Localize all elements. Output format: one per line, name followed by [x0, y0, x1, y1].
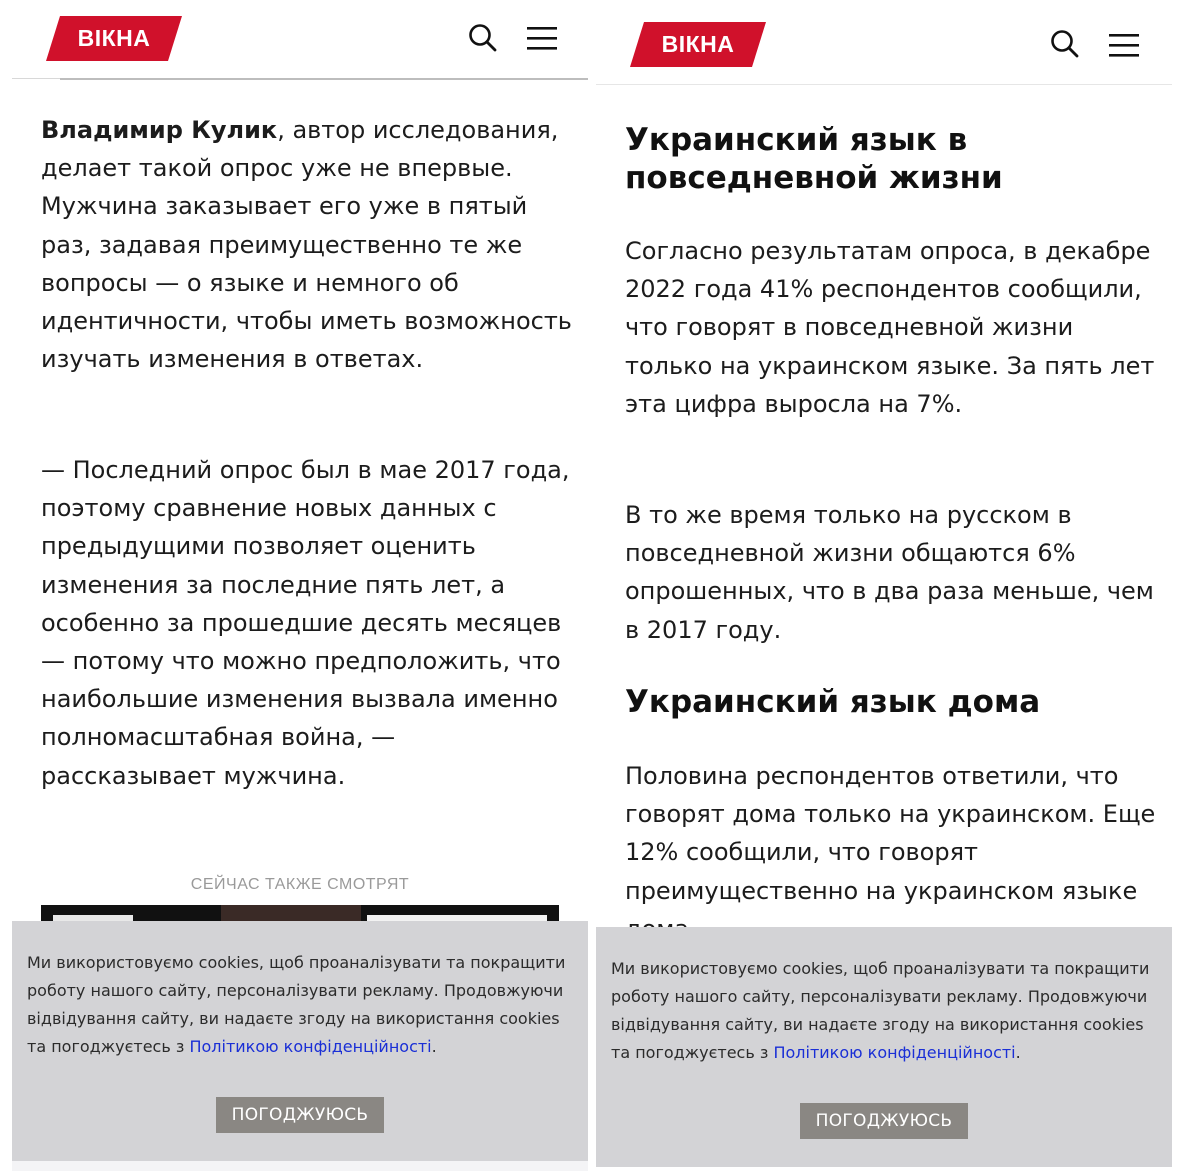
header-divider [60, 78, 588, 80]
cookie-text-end: . [431, 1037, 437, 1056]
site-header [596, 6, 1172, 85]
site-header [12, 0, 588, 79]
section-heading: Украинский язык дома [625, 684, 1041, 720]
right-screen [596, 0, 1172, 1171]
author-name: Владимир Кулик [41, 116, 278, 144]
article-paragraph [625, 496, 1156, 649]
menu-icon [1108, 31, 1140, 59]
cookie-message: Ми використовуємо cookies, щоб проаналізувати та покращити роботу нашого сайту, персоналізувати рекламу. Продовжуючи відвідування сайту, ви надаєте згоду на використання cookies та погоджуєтесь з [27, 953, 566, 1056]
privacy-policy-link[interactable]: Політикою конфіденційності [773, 1043, 1016, 1062]
quote-text: — Последний опрос был в мае 2017 года, поэтому сравнение новых данных с предыдущими позволяет оценить изменения за последние пять лет, а особенно за прошедшие десять месяцев — потому что можно предположить, что наибольшие изменения вызвала именно полномасштабная война, — рассказывает мужчина. [41, 456, 570, 790]
section-heading: Украинский язык в повседневной жизни [625, 122, 1003, 196]
article-paragraph [41, 111, 572, 378]
cookie-text-end: . [1015, 1043, 1021, 1062]
menu-button[interactable] [526, 24, 558, 52]
paragraph-text: В то же время только на русском в повседневной жизни общаются 6% опрошенных, что в два раза меньше, чем в 2017 году. [625, 501, 1154, 644]
paragraph-text: Согласно результатам опроса, в декабре 2022 года 41% респондентов сообщили, что говорят в повседневной жизни только на украинском языке. За пять лет эта цифра выросла на 7%. [625, 237, 1155, 418]
cookie-text [611, 955, 1152, 1067]
article-quote [41, 451, 572, 795]
article-paragraph [625, 232, 1156, 423]
cookie-banner [12, 921, 588, 1161]
article-paragraph [625, 757, 1156, 948]
logo-text: ВІКНА [661, 31, 735, 57]
menu-button[interactable] [1108, 31, 1140, 59]
cookie-text [27, 949, 568, 1061]
cookie-banner [596, 927, 1172, 1167]
menu-icon [526, 24, 558, 52]
search-icon [1050, 29, 1080, 59]
agree-button[interactable]: ПОГОДЖУЮСЬ [216, 1097, 384, 1133]
also-watch-label: СЕЙЧАС ТАКЖЕ СМОТРЯТ [190, 876, 410, 893]
agree-button[interactable]: ПОГОДЖУЮСЬ [800, 1103, 968, 1139]
site-logo[interactable] [630, 22, 766, 67]
bottom-strip [12, 1161, 588, 1171]
left-screen [12, 0, 588, 1171]
search-button[interactable] [1050, 29, 1080, 59]
cookie-message: Ми використовуємо cookies, щоб проаналізувати та покращити роботу нашого сайту, персоналізувати рекламу. Продовжуючи відвідування сайту, ви надаєте згоду на використання cookies та погоджуєтесь з [611, 959, 1150, 1062]
paragraph-text: Половина респондентов ответили, что говорят дома только на украинском. Еще 12% сообщили, что говорят преимущественно на украинском языке [625, 762, 1156, 905]
search-button[interactable] [468, 23, 498, 53]
site-logo[interactable] [46, 16, 182, 61]
intro-text: , автор исследования, делает такой опрос уже не впервые. Мужчина заказывает его уже в пятый раз, задавая преимущественно те же вопросы — о языке и немного об идентичности, чтобы иметь возможность изучать изменения в ответах. [41, 116, 572, 374]
search-icon [468, 23, 498, 53]
logo-text: ВІКНА [77, 25, 151, 51]
privacy-policy-link[interactable]: Політикою конфіденційності [189, 1037, 432, 1056]
